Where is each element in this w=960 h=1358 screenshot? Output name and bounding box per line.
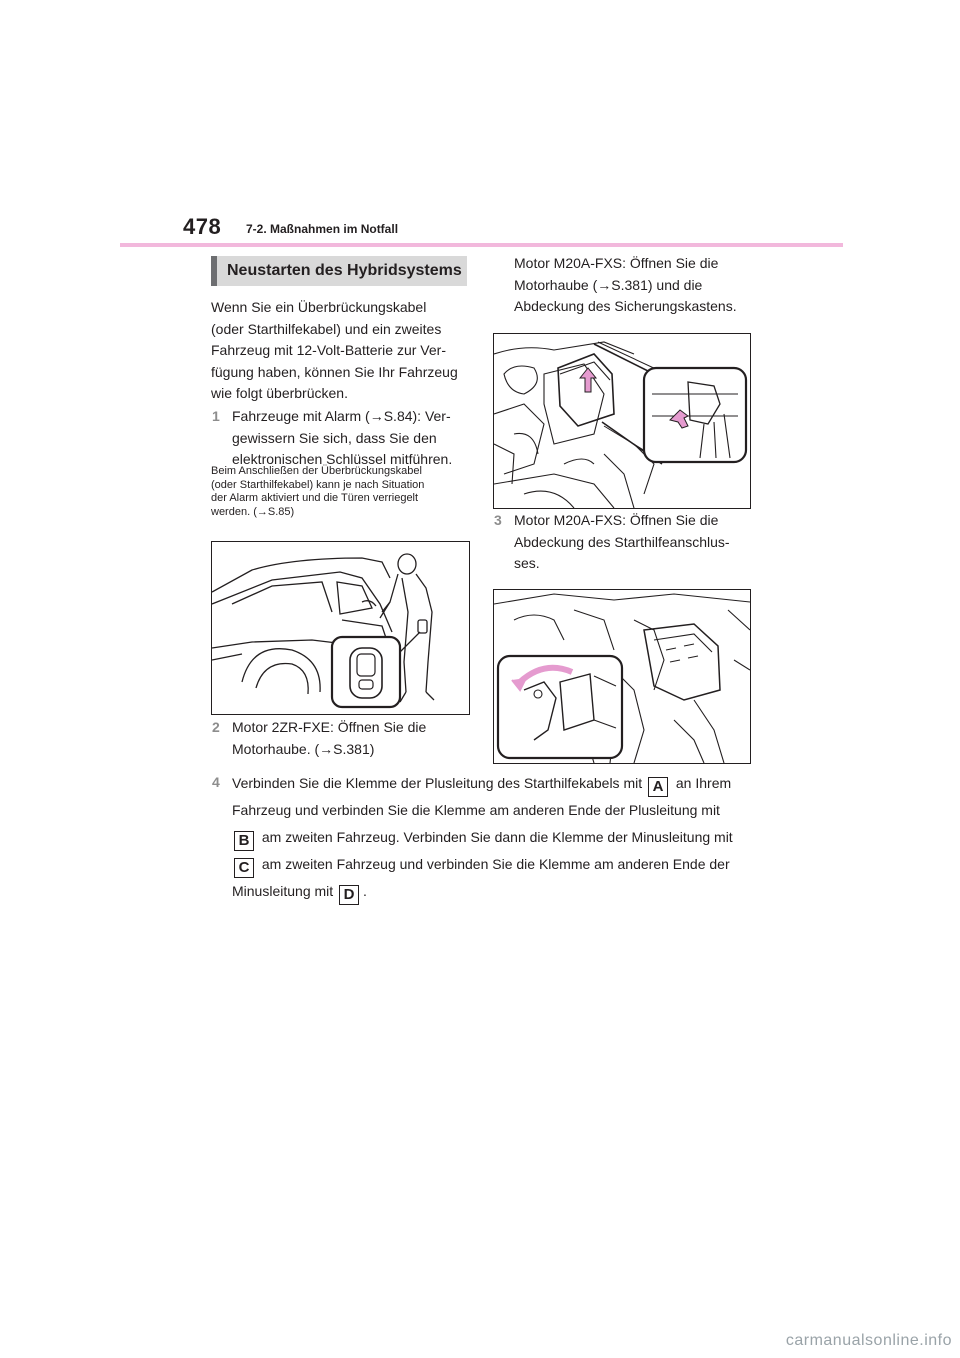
step-2 <box>211 717 471 761</box>
intro-line: Fahrzeug mit 12-Volt-Batterie zur Ver- <box>211 342 446 358</box>
right-line: Motor M20A-FXS: Öffnen Sie die <box>514 255 719 271</box>
section-reference: 7-2. Maßnahmen im Notfall <box>246 222 399 236</box>
step-4-line-1: Verbinden Sie die Klemme der Plusleitung des Starthilfekabels mit A an Ihrem <box>232 775 732 795</box>
m20a-hood-instructions <box>514 253 774 318</box>
watermark: carmanualsonline.info <box>785 1332 952 1349</box>
step-line: Motor M20A-FXS: Öffnen Sie die <box>514 512 719 528</box>
label-c: C <box>234 858 254 878</box>
step-line: Fahrzeuge mit Alarm (→S.84): Ver- <box>232 408 451 424</box>
label-d: D <box>339 885 359 905</box>
right-line: Motorhaube (→S.381) und die <box>514 276 703 293</box>
step-line: Motorhaube. (→S.381) <box>232 740 375 757</box>
engine-fuse-box-illustration <box>493 333 751 509</box>
step-line: elektronischen Schlüssel mitführen. <box>232 451 453 467</box>
intro-line: fügung haben, können Sie Ihr Fahrzeug <box>211 363 458 380</box>
step-number: 4 <box>212 774 220 790</box>
section-heading: Neustarten des Hybridsystems <box>211 256 467 286</box>
right-line: Abdeckung des Sicherungskastens. <box>514 298 737 314</box>
intro-line: (oder Starthilfekabel) und ein zweites <box>211 320 442 337</box>
jump-start-terminal-illustration <box>493 589 751 764</box>
step-line: gewissern Sie sich, dass Sie den <box>232 429 437 446</box>
step-4-line-4: C am zweiten Fahrzeug und verbinden Sie die Klemme am anderen Ende der <box>232 851 772 878</box>
step-number: 1 <box>212 408 220 424</box>
alarm-note <box>211 465 471 519</box>
step-4-line-2: Fahrzeug und verbinden Sie die Klemme am anderen Ende der Plusleitung mit <box>232 802 720 818</box>
step-4-line-5: Minusleitung mit D . <box>232 883 367 903</box>
step-3 <box>493 510 763 576</box>
step-number: 2 <box>212 719 220 735</box>
label-b: B <box>234 831 254 851</box>
label-a: A <box>648 777 668 797</box>
header-rule <box>120 243 843 247</box>
step-1 <box>211 406 471 472</box>
note-line: (oder Starthilfekabel) kann je nach Situation <box>211 478 425 491</box>
step-4 <box>211 770 771 903</box>
step-number: 3 <box>494 512 502 528</box>
note-line: der Alarm aktiviert und die Türen verriegelt <box>211 492 419 504</box>
car-with-person-illustration <box>211 541 470 715</box>
intro-paragraph <box>211 297 471 405</box>
step-line: ses. <box>514 555 540 571</box>
intro-line: Wenn Sie ein Überbrückungskabel <box>211 299 427 315</box>
step-4-line-3: B am zweiten Fahrzeug. Verbinden Sie dann die Klemme der Minusleitung mit <box>232 824 772 851</box>
step-line: Abdeckung des Starthilfeanschlus- <box>514 533 730 550</box>
step-line: Motor 2ZR-FXE: Öffnen Sie die <box>232 719 427 735</box>
note-line: Beim Anschließen der Überbrückungskabel <box>211 465 422 477</box>
intro-line: wie folgt überbrücken. <box>211 385 348 401</box>
page-number: 478 <box>183 214 222 239</box>
note-line: werden. (→S.85) <box>211 505 295 518</box>
